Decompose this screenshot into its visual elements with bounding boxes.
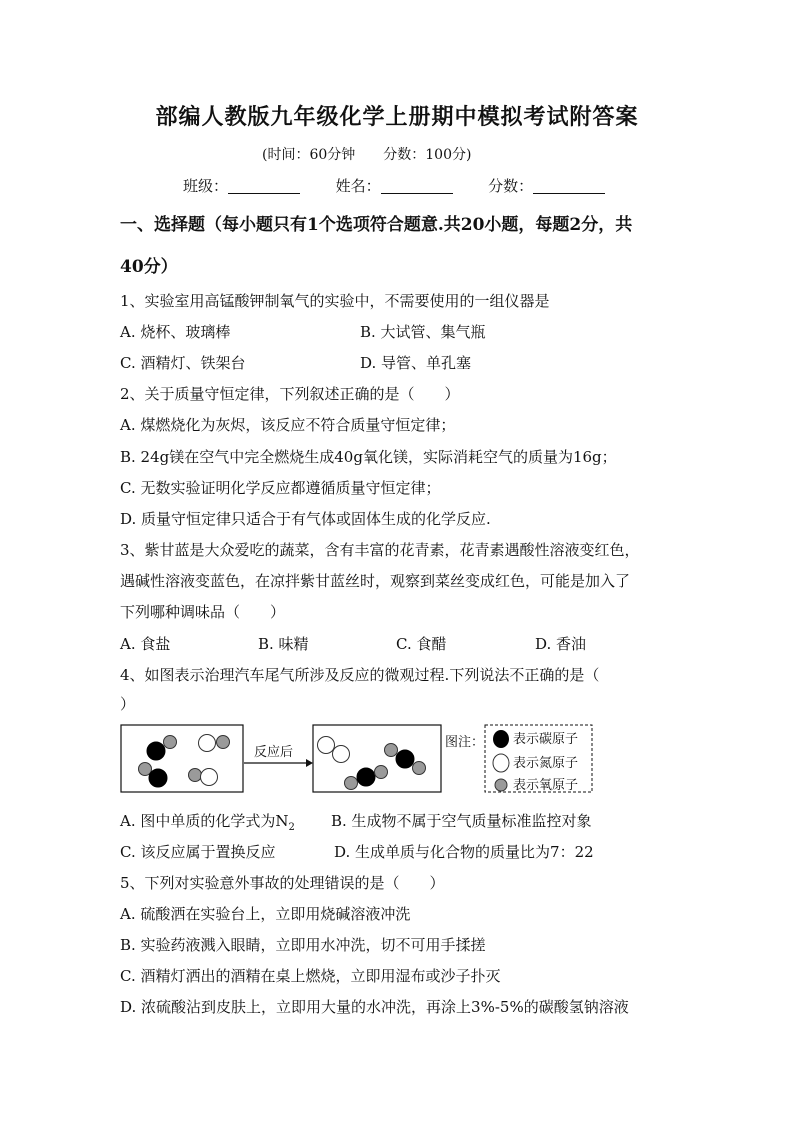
question-4-stem-line2: ） <box>120 695 136 713</box>
q1-option-a: A. 烧杯、玻璃棒 <box>120 323 231 341</box>
carbon-legend-icon <box>493 730 509 748</box>
q4-option-a <box>120 810 295 833</box>
q5-option-d: D. 浓硫酸沾到皮肤上，立即用大量的水冲洗，再涂上3%-5%的碳酸氢钠溶液 <box>120 998 629 1016</box>
q5-option-c: C. 酒精灯洒出的酒精在桌上燃烧，立即用湿布或沙子扑灭 <box>120 967 501 985</box>
oxygen-atom <box>385 744 398 757</box>
q4-option-a-subscript: 2 <box>288 822 295 833</box>
score-label: 分数： <box>488 177 534 195</box>
carbon-atom <box>147 742 165 760</box>
section-heading-cont: 40分） <box>120 257 178 277</box>
products-box <box>313 725 441 792</box>
question-3-stem-line3: 下列哪种调味品（ ） <box>120 603 286 621</box>
oxygen-atom <box>345 777 358 790</box>
section-heading: 一、选择题（每小题只有1个选项符合题意.共20小题，每题2分，共 <box>120 215 633 235</box>
q5-option-b: B. 实验药液溅入眼睛，立即用水冲洗，切不可用手揉搓 <box>120 936 486 954</box>
carbon-atom <box>149 769 167 787</box>
oxygen-atom <box>413 762 426 775</box>
q3-option-a: A. 食盐 <box>120 635 171 653</box>
q1-option-c: C. 酒精灯、铁架台 <box>120 354 246 372</box>
oxygen-atom <box>189 769 202 782</box>
q4-option-d: D. 生成单质与化合物的质量比为7：22 <box>334 843 594 861</box>
q2-option-b: B. 24g镁在空气中完全燃烧生成40g氧化镁，实际消耗空气的质量为16g； <box>120 448 617 466</box>
nitrogen-atom <box>201 769 218 786</box>
nitrogen-atom <box>318 737 335 754</box>
nitrogen-legend-icon <box>493 754 509 772</box>
name-label: 姓名： <box>335 177 381 195</box>
reactants-box <box>121 725 243 792</box>
arrow-label: 反应后 <box>254 745 294 760</box>
legend-oxygen: 表示氧原子 <box>513 778 579 793</box>
exam-time-score: (时间：60分钟 分数：100分) <box>262 147 472 163</box>
q3-option-c: C. 食醋 <box>396 635 447 653</box>
q1-option-d: D. 导管、单孔塞 <box>360 354 472 372</box>
q5-option-a: A. 硫酸洒在实验台上，立即用烧碱溶液冲洗 <box>120 905 411 923</box>
q2-option-a: A. 煤燃烧化为灰烬，该反应不符合质量守恒定律； <box>120 416 456 434</box>
oxygen-atom <box>139 763 152 776</box>
q4-option-c: C. 该反应属于置换反应 <box>120 843 276 861</box>
q2-option-d: D. 质量守恒定律只适合于有气体或固体生成的化学反应. <box>120 510 491 528</box>
oxygen-atom <box>164 736 177 749</box>
q4-option-a-text: A. 图中单质的化学式为N <box>120 812 289 830</box>
nitrogen-atom <box>199 735 216 752</box>
question-5-stem: 5、下列对实验意外事故的处理错误的是（ ） <box>120 874 445 892</box>
legend-nitrogen: 表示氮原子 <box>513 756 579 771</box>
question-4-stem-line1: 4、如图表示治理汽车尾气所涉及反应的微观过程.下列说法不正确的是（ <box>120 666 600 684</box>
q3-option-d: D. 香油 <box>535 635 587 653</box>
carbon-atom <box>396 750 414 768</box>
question-3-stem-line1: 3、紫甘蓝是大众爱吃的蔬菜，含有丰富的花青素，花青素遇酸性溶液变红色， <box>120 541 640 559</box>
class-blank <box>228 179 300 194</box>
student-info-fields <box>183 175 605 196</box>
q1-option-b: B. 大试管、集气瓶 <box>360 323 486 341</box>
oxygen-legend-icon <box>495 779 507 791</box>
carbon-atom <box>357 768 375 786</box>
nitrogen-atom <box>333 746 350 763</box>
class-label: 班级： <box>183 177 229 195</box>
question-1-stem: 1、实验室用高锰酸钾制氧气的实验中，不需要使用的一组仪器是 <box>120 292 550 310</box>
question-2-stem: 2、关于质量守恒定律，下列叙述正确的是（ ） <box>120 385 460 403</box>
reaction-diagram <box>120 723 600 798</box>
question-3-stem-line2: 遇碱性溶液变蓝色，在凉拌紫甘蓝丝时，观察到菜丝变成红色，可能是加入了 <box>120 572 631 590</box>
name-blank <box>381 179 453 194</box>
arrow-head <box>306 759 313 767</box>
oxygen-atom <box>375 766 388 779</box>
q4-option-b: B. 生成物不属于空气质量标准监控对象 <box>331 812 592 830</box>
score-blank <box>533 179 605 194</box>
legend-title: 图注： <box>445 735 485 750</box>
q2-option-c: C. 无数实验证明化学反应都遵循质量守恒定律； <box>120 479 441 497</box>
page-title: 部编人教版九年级化学上册期中模拟考试附答案 <box>155 104 639 130</box>
legend-carbon: 表示碳原子 <box>513 732 579 747</box>
oxygen-atom <box>217 736 230 749</box>
q3-option-b: B. 味精 <box>258 635 309 653</box>
